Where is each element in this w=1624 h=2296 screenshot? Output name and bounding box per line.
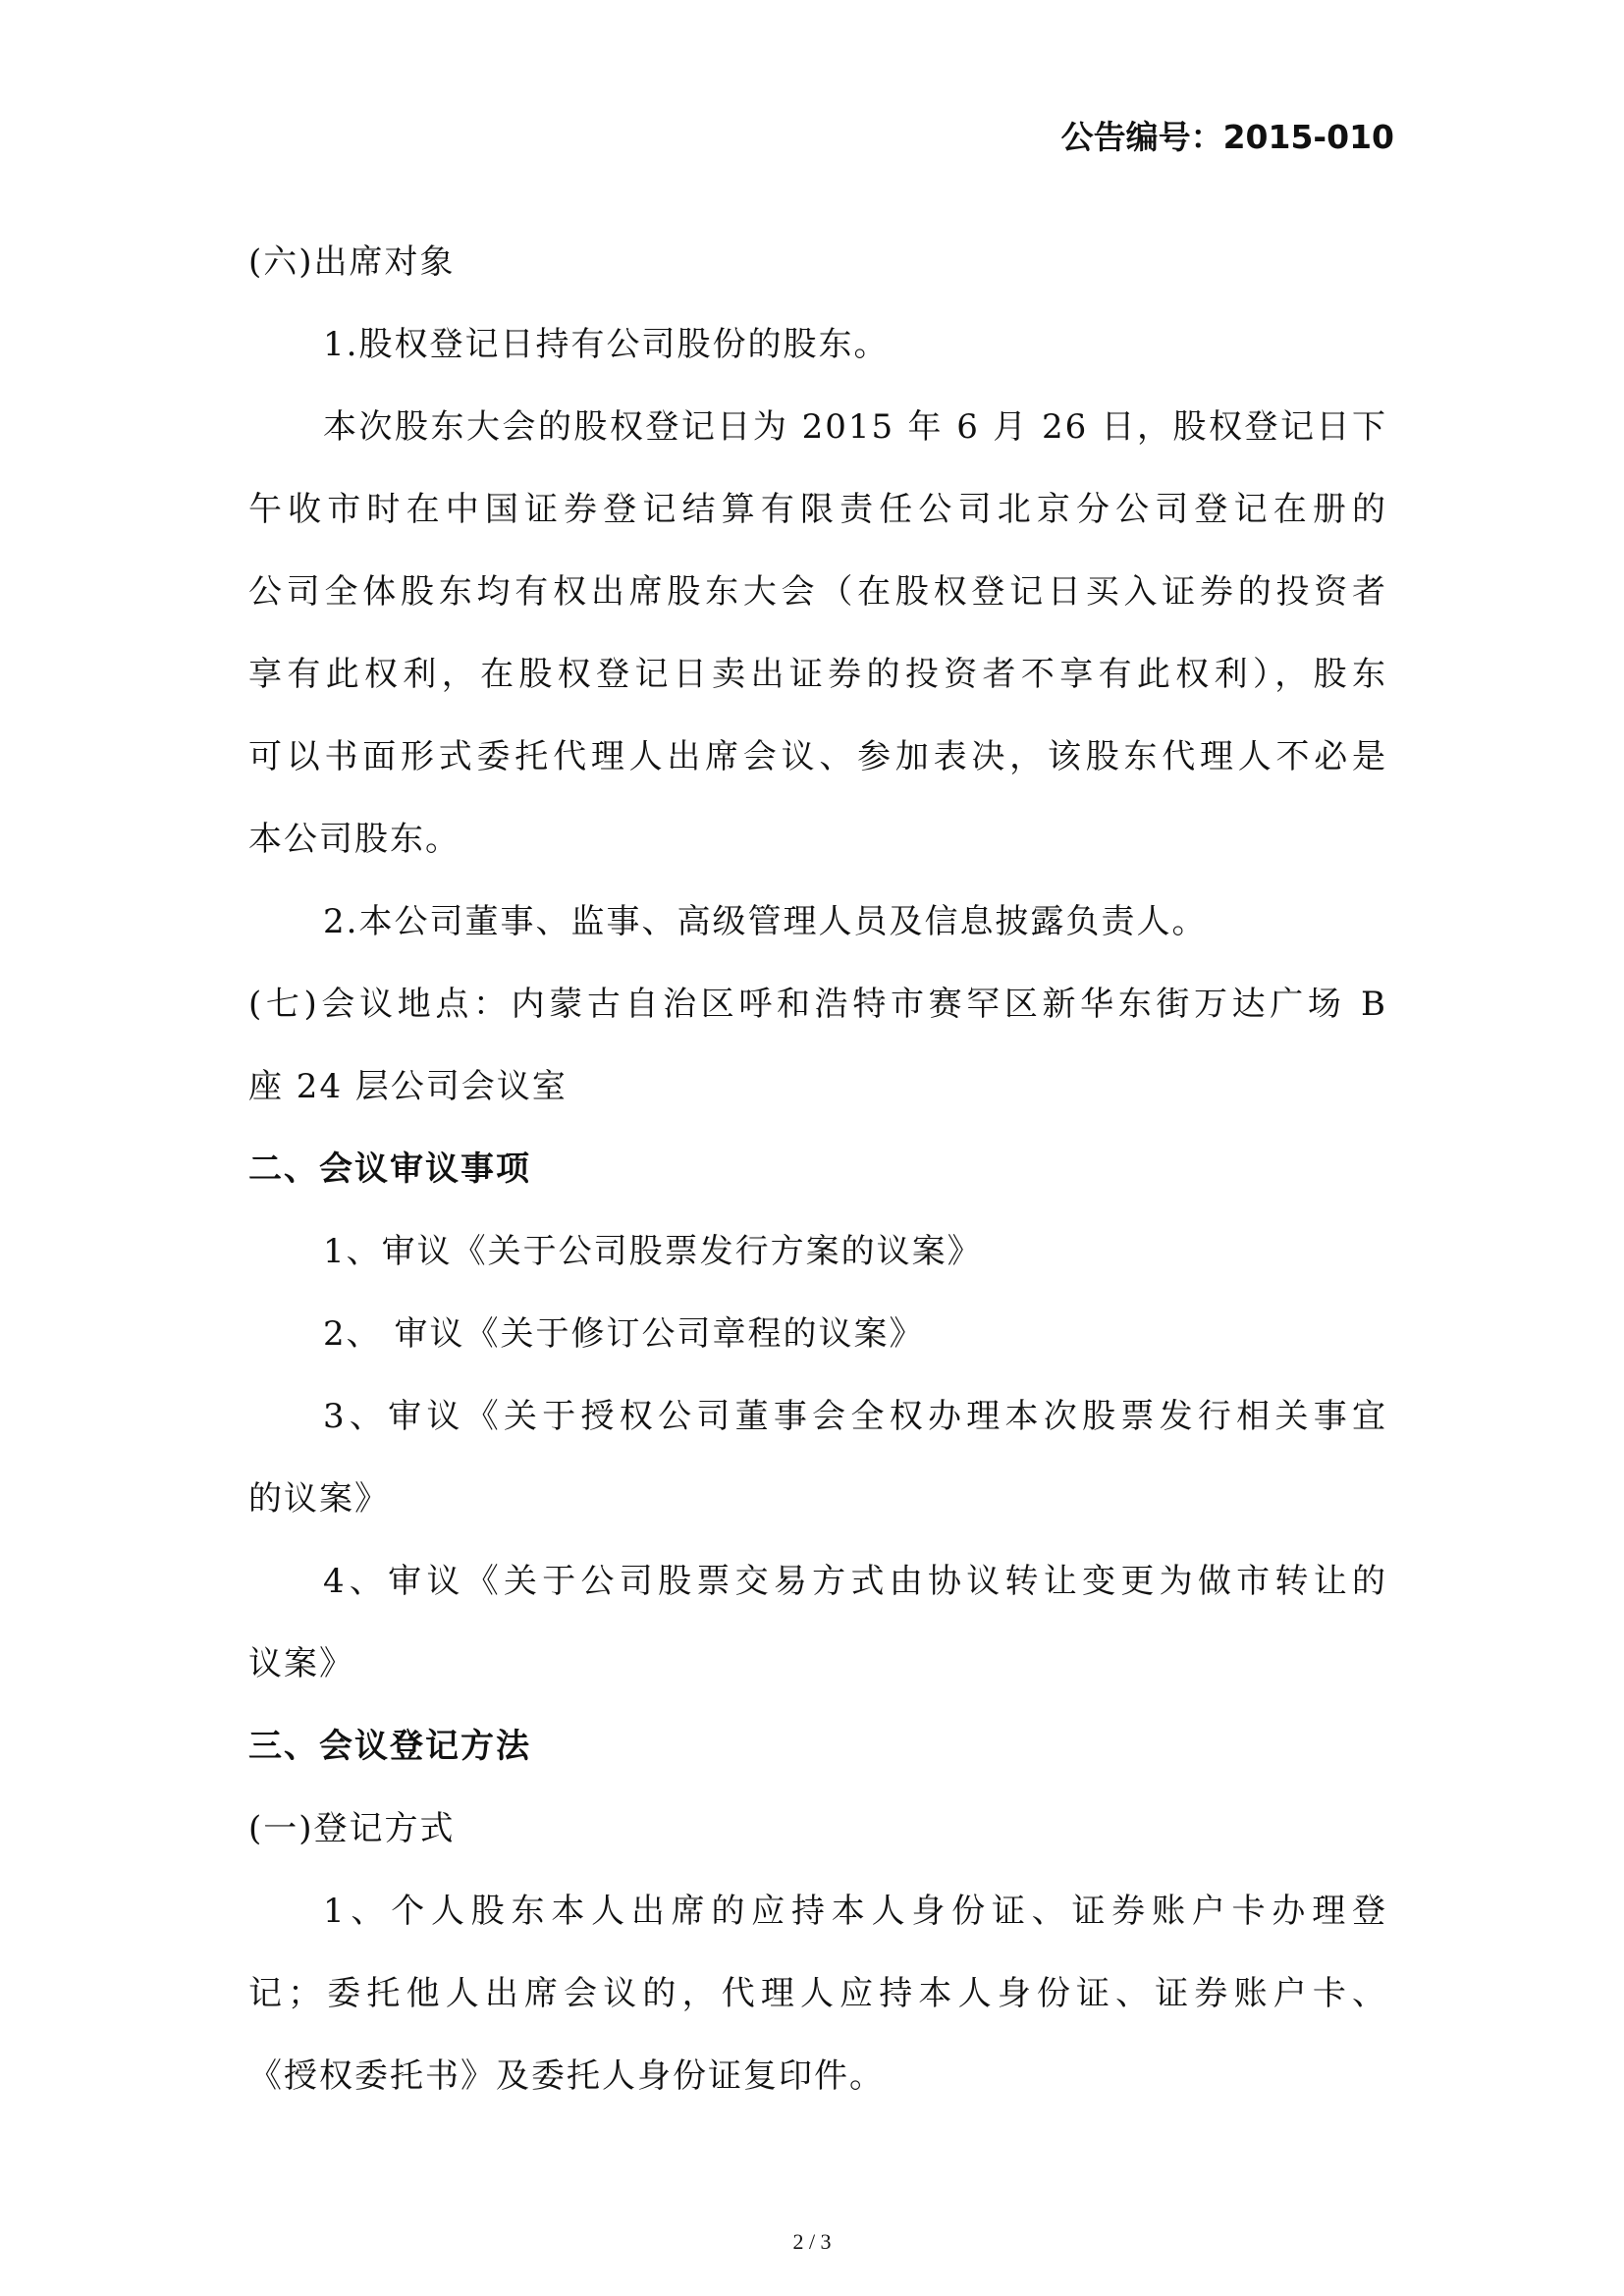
paragraph-directors-item: 2.本公司董事、监事、高级管理人员及信息披露负责人。 [323,902,1208,941]
section-venue: (七)会议地点：内蒙古自治区呼和浩特市赛罕区新华东街万达广场 B [248,985,1387,1024]
section-attendees-title: (六)出席对象 [248,242,456,282]
paragraph-line: 《授权委托书》及委托人身份证复印件。 [248,2056,885,2096]
agenda-item-3-cont: 的议案》 [248,1479,390,1519]
document-body [248,221,1387,2117]
announcement-number: 公告编号：2015-010 [1060,118,1394,156]
agenda-item-4-cont: 议案》 [248,1644,354,1683]
paragraph-line: 记；委托他人出席会议的，代理人应持本人身份证、证券账户卡、 [248,1974,1387,2013]
paragraph-line: 本公司股东。 [248,820,460,859]
agenda-item-2: 2、 审议《关于修订公司章程的议案》 [323,1314,925,1354]
paragraph-line: 午收市时在中国证券登记结算有限责任公司北京分公司登记在册的 [248,490,1387,529]
paragraph-line: 公司全体股东均有权出席股东大会（在股权登记日买入证券的投资者 [248,572,1387,612]
section-registration-method: (一)登记方式 [248,1809,456,1848]
paragraph-line: 1、个人股东本人出席的应持本人身份证、证券账户卡办理登 [323,1892,1387,1931]
paragraph-shareholders-item: 1.股权登记日持有公司股份的股东。 [323,325,890,364]
heading-registration: 三、会议登记方法 [248,1727,531,1766]
section-venue-cont: 座 24 层公司会议室 [248,1067,568,1106]
paragraph-line: 本次股东大会的股权登记日为 2015 年 6 月 26 日，股权登记日下 [323,407,1387,447]
agenda-item-3: 3、审议《关于授权公司董事会全权办理本次股票发行相关事宜 [323,1397,1387,1436]
page-number: 2 / 3 [792,2229,832,2254]
paragraph-line: 享有此权利，在股权登记日卖出证券的投资者不享有此权利），股东 [248,655,1387,694]
heading-agenda: 二、会议审议事项 [248,1149,531,1189]
agenda-item-1: 1、审议《关于公司股票发行方案的议案》 [323,1232,983,1271]
agenda-item-4: 4、审议《关于公司股票交易方式由协议转让变更为做市转让的 [323,1562,1387,1601]
paragraph-line: 可以书面形式委托代理人出席会议、参加表决，该股东代理人不必是 [248,737,1387,776]
